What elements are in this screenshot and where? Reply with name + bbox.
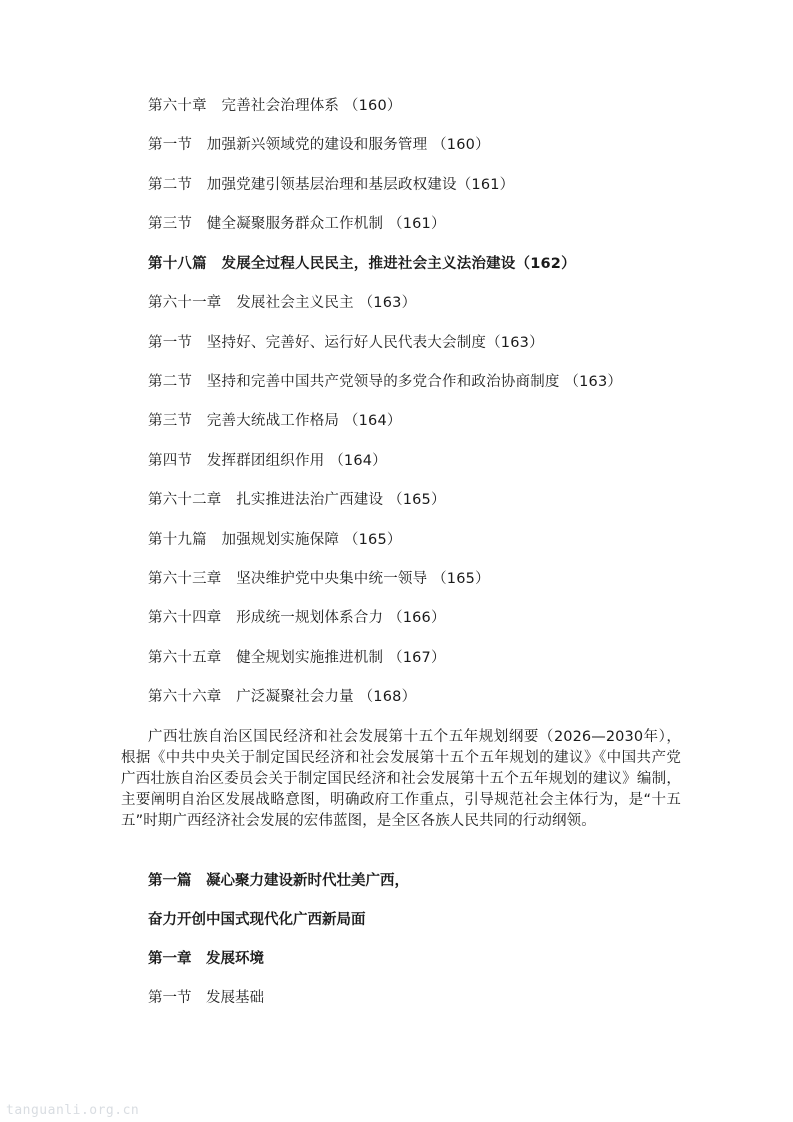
toc-entry-part-title: 第十八篇 发展全过程人民民主，推进社会主义法治建设（162） xyxy=(148,256,576,272)
watermark: tanguanli.org.cn xyxy=(6,1103,140,1118)
toc-entry: 第十九篇 加强规划实施保障 （165） xyxy=(148,532,402,548)
chapter-title: 第一章 发展环境 xyxy=(148,951,264,967)
section-title: 第一节 发展基础 xyxy=(148,990,264,1006)
toc-entry: 第三节 完善大统战工作格局 （164） xyxy=(148,413,402,429)
part-title-line-1: 第一篇 凝心聚力建设新时代壮美广西， xyxy=(148,873,409,889)
toc-entry: 第六十三章 坚决维护党中央集中统一领导 （165） xyxy=(148,571,490,587)
toc-entry: 第六十五章 健全规划实施推进机制 （167） xyxy=(148,650,446,666)
toc-entry: 第一节 加强新兴领域党的建设和服务管理 （160） xyxy=(148,137,490,153)
toc-entry: 第四节 发挥群团组织作用 （164） xyxy=(148,453,387,469)
toc-entry: 第六十一章 发展社会主义民主 （163） xyxy=(148,295,417,311)
toc-entry: 第六十章 完善社会治理体系 （160） xyxy=(148,98,402,114)
part-title-line-2: 奋力开创中国式现代化广西新局面 xyxy=(148,912,366,928)
toc-entry: 第六十六章 广泛凝聚社会力量 （168） xyxy=(148,689,417,705)
intro-paragraph: 广西壮族自治区国民经济和社会发展第十五个五年规划纲要（2026—2030年），根据《中共中央关于制定国民经济和社会发展第十五个五年规划的建议》《中国共产党广西壮族自治区委员会关于制定国民经济和社会发展第十五个五年规划的建议》编制，主要阐明自治区发展战略意图，明确政府工作重点，引导规范社会主体行为，是“十五五”时期广西经济社会发展的宏伟蓝图，是全区各族人民共同的行动纲领。 xyxy=(121,729,681,829)
toc-entry: 第二节 加强党建引领基层治理和基层政权建设（161） xyxy=(148,177,515,193)
toc-entry: 第二节 坚持和完善中国共产党领导的多党合作和政治协商制度 （163） xyxy=(148,374,623,390)
toc-entry: 第六十四章 形成统一规划体系合力 （166） xyxy=(148,610,446,626)
toc-entry: 第一节 坚持好、完善好、运行好人民代表大会制度（163） xyxy=(148,335,544,351)
toc-entry: 第六十二章 扎实推进法治广西建设 （165） xyxy=(148,492,446,508)
toc-entry: 第三节 健全凝聚服务群众工作机制 （161） xyxy=(148,216,446,232)
